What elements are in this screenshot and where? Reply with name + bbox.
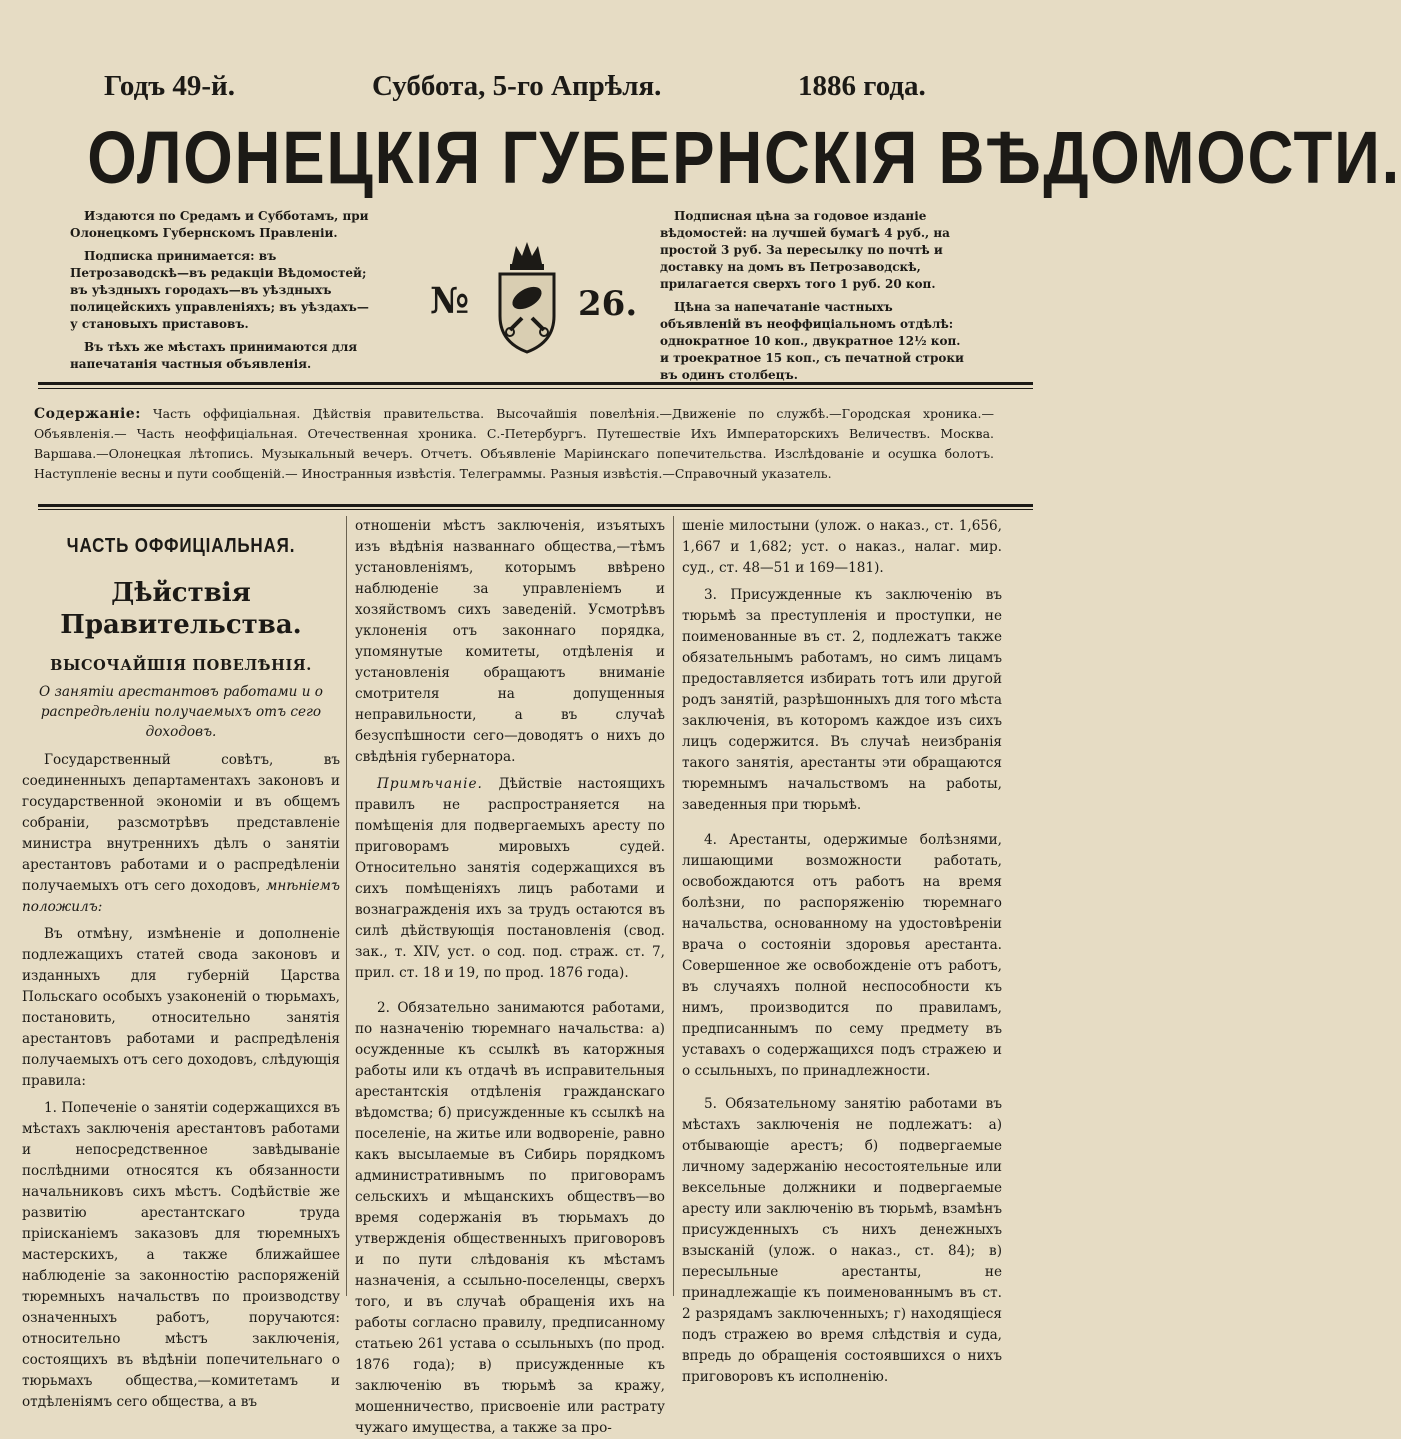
publication-schedule: Издаются по Средамъ и Субботамъ, при Олонецкомъ Губернскомъ Правленіи. xyxy=(70,209,369,240)
subscription-price: Подписная цѣна за годовое изданіе вѣдомостей: на лучшей бумагѣ 4 руб., на простой 3 руб. За пересылку по почтѣ и доставку на домъ въ Петрозаводскѣ, прилагается сверхъ того 1 руб. 20 коп. xyxy=(660,209,950,291)
paragraph: отношеніи мѣстъ заключенія, изъятыхъ изъ вѣдѣнія названнаго общества,—тѣмъ установленіямъ, которымъ ввѣрено наблюденіе за управленіемъ и хозяйствомъ сихъ заведеній. Усмотрѣвъ уклоненія отъ законнаго порядка, упомянутые комитеты, отдѣленія и установленія обращаютъ вниманіе смотрителя на допущенныя неправильности, а въ случаѣ безуспѣшности сего—доводятъ о нихъ до свѣдѣнія губернатора. xyxy=(355,518,665,765)
paragraph: 3. Присужденные къ заключенію въ тюрьмѣ за преступленія и проступки, не поименованные въ ст. 2, подлежатъ также обязательнымъ работамъ, но симъ лицамъ предоставляется избирать тотъ или другой родъ занятій, разрѣшонныхъ для того мѣста заключенія, въ которомъ каждое изъ сихъ лицъ содержится. Въ случаѣ неизбранія такого занятія, арестанты эти обращаются тюремнымъ начальствомъ на работы, заведенныя при тюрьмѣ. xyxy=(682,587,1002,813)
paragraph: Въ отмѣну, измѣненіе и дополненіе подлежащихъ статей свода законовъ и изданныхъ для губерній Царства Польскаго особыхъ узаконеній о тюрьмахъ, постановить, относительно занятія арестантовъ работами и распредѣленія получаемыхъ отъ сего доходовъ, слѣдующія правила: xyxy=(22,926,340,1089)
coat-of-arms-icon xyxy=(484,238,570,358)
column-divider xyxy=(346,516,347,1296)
section-heading-government: Дѣйствія Правительства. xyxy=(60,578,302,640)
paragraph: 4. Арестанты, одержимые болѣзнями, лишающими возможности работать, освобождаются отъ работъ на время болѣзни, по распоряженію тюремнаго начальства, основанному на удостовѣреніи врача о состояніи здоровья арестанта. Совершенное же освобожденіе отъ работъ, въ случаяхъ полной неспособности къ нимъ, производится по правиламъ, предписаннымъ по сему предмету въ уставахъ о содержащихся подъ стражею и о ссыльныхъ, по принадлежности. xyxy=(682,832,1002,1079)
paragraph-italic-end: мнѣніемъ положилъ: xyxy=(22,878,340,915)
toc-text: Часть оффиціальная. Дѣйствія правительства. Высочайшія повелѣнія.—Движеніе по службѣ.—Городская хроника.—Объявленія.— Часть неоффиціальная. Отечественная хроника. С.-Петербургъ. Путешествіе Ихъ Императорскихъ Величествъ. Москва. Варшава.—Олонецкая лѣтопись. Музыкальный вечеръ. Отчетъ. Объявленіе Маріинскаго попечительства. Изслѣдованіе и осушка болотъ. Наступленіе весны и пути сообщеній.— Иностранныя извѣстія. Телеграммы. Разныя извѣстія.—Справочный указатель. xyxy=(34,406,994,481)
column-1 xyxy=(22,530,340,1413)
paragraph xyxy=(22,750,340,918)
decree-title: О занятіи арестантовъ работами и о распредѣленіи получаемыхъ отъ сего доходовъ. xyxy=(39,684,323,740)
toc-label: Содержаніе: xyxy=(34,406,141,422)
ads-places: Въ тѣхъ же мѣстахъ принимаются для напечатанія частныя объявленія. xyxy=(70,340,358,371)
toc-rule-thick xyxy=(38,504,1033,507)
subsection-heading-decrees: ВЫСОЧАЙШІЯ ПОВЕЛѢНІЯ. xyxy=(50,657,312,674)
calendar-year-label: 1886 года. xyxy=(798,70,926,102)
date-label: Суббота, 5-го Апрѣля. xyxy=(372,70,662,102)
table-of-contents xyxy=(34,404,994,484)
paragraph xyxy=(355,774,665,984)
paragraph-text: Государственный совѣтъ, въ соединенныхъ департаментахъ законовъ и государственной экономіи и въ общемъ собраніи, разсмотрѣвъ представленіе министра внутреннихъ дѣлъ о занятіи арестантовъ работами и о распредѣленіи получаемыхъ отъ сего доходовъ, xyxy=(22,752,340,894)
ads-price: Цѣна за напечатаніе частныхъ объявленій въ неоффиціальномъ отдѣлѣ: однократное 10 коп., двукратное 12½ коп. и троекратное 15 коп., съ печатной строки въ одинъ столбецъ. xyxy=(660,300,964,382)
paragraph: шеніе милостыни (улож. о наказ., ст. 1,656, 1,667 и 1,682; уст. о наказ., налаг. мир. суд., ст. 48—51 и 169—181). xyxy=(682,518,1002,576)
column-divider xyxy=(673,516,674,1296)
header-rule-thin xyxy=(38,388,1033,389)
dateline xyxy=(0,70,1025,104)
paragraph: 1. Попеченіе о занятіи содержащихся въ мѣстахъ заключенія арестантовъ работами и непосредственное завѣдываніе послѣдними относятся къ обязанности начальниковъ сихъ мѣстъ. Содѣйствіе же развитію арестантскаго труда пріисканіемъ заказовъ для тюремныхъ мастерскихъ, а также ближайшее наблюденіе за законностію распоряженій тюремныхъ начальствъ по производству означенныхъ работъ, поручаются: относительно мѣстъ заключенія, состоящихъ въ вѣдѣніи попечительнаго о тюрьмахъ общества,—комитетамъ и отдѣленіямъ сего общества, а въ xyxy=(22,1100,340,1410)
section-heading-official: ЧАСТЬ ОФФИЦІАЛЬНАЯ. xyxy=(66,535,296,557)
header-rule-thick xyxy=(38,382,1033,385)
paragraph: 5. Обязательному занятію работами въ мѣстахъ заключенія не подлежатъ: а) отбывающіе арестъ; б) подвергаемые личному задержанію несостоятельные или вексельные должники и подвергаемые аресту или заключенію въ тюрьмѣ, взамѣнъ присужденныхъ съ нихъ денежныхъ взысканій (улож. о наказ., ст. 84); в) пересыльные арестанты, не принадлежащіе къ поименованнымъ въ ст. 2 разрядамъ заключенныхъ; г) находящіеся подъ стражею во время слѣдствія и суда, впредь до обращенія состоявшихся о нихъ приговоровъ къ исполненію. xyxy=(682,1096,1002,1385)
issue-number: 26. xyxy=(578,284,638,324)
paragraph-text: Дѣйствіе настоящихъ правилъ не распространяется на помѣщенія для подвергаемыхъ аресту по приговорамъ мировыхъ судей. Относительно занятія содержащихся въ сихъ помѣщеніяхъ лицъ работами и вознагражденія ихъ за трудъ остаются въ силѣ дѣйствующія постановленія (свод. зак., т. XIV, уст. о сод. под. страж. ст. 7, прил. ст. 18 и 19, по прод. 1876 года). xyxy=(355,776,665,981)
toc-rule-thin xyxy=(38,509,1033,510)
column-3 xyxy=(682,516,1002,1388)
subscription-places: Подписка принимается: въ Петрозаводскѣ—въ редакціи Вѣдомостей; въ уѣздныхъ городахъ—въ уѣздныхъ полицейскихъ управленіяхъ; въ уѣздахъ—у становыхъ приставовъ. xyxy=(70,249,369,331)
issue-sign: № xyxy=(430,280,470,322)
issue-block xyxy=(428,238,658,358)
masthead-title: ОЛОНЕЦКІЯ ГУБЕРНСКІЯ ВѢДОМОСТИ. xyxy=(87,116,1401,199)
year-label: Годъ 49-й. xyxy=(104,70,236,102)
column-2 xyxy=(355,516,665,1439)
publication-info-right xyxy=(660,208,970,390)
note-label: Примѣчаніе. xyxy=(377,776,483,792)
publication-info-left xyxy=(70,208,370,379)
paragraph: 2. Обязательно занимаются работами, по назначенію тюремнаго начальства: а) осужденные къ ссылкѣ въ каторжныя работы или къ отдачѣ въ исправительныя арестантскія отдѣленія гражданскаго вѣдомства; б) присужденные къ ссылкѣ на поселеніе, на житье или водвореніе, равно какъ высылаемые въ Сибирь порядкомъ административнымъ по приговорамъ сельскихъ и мѣщанскихъ обществъ—во время содержанія въ тюрьмахъ до утвержденія общественныхъ приговоровъ и по пути слѣдованія къ мѣстамъ назначенія, а ссыльно-поселенцы, сверхъ того, и въ случаѣ обращенія ихъ на работы согласно правилу, предписанному статьею 261 устава о ссыльныхъ (по прод. 1876 года); в) присужденные къ заключенію въ тюрьмѣ за кражу, мошенничество, присвоеніе или растрату чужаго имущества, а также за про- xyxy=(355,1000,665,1436)
